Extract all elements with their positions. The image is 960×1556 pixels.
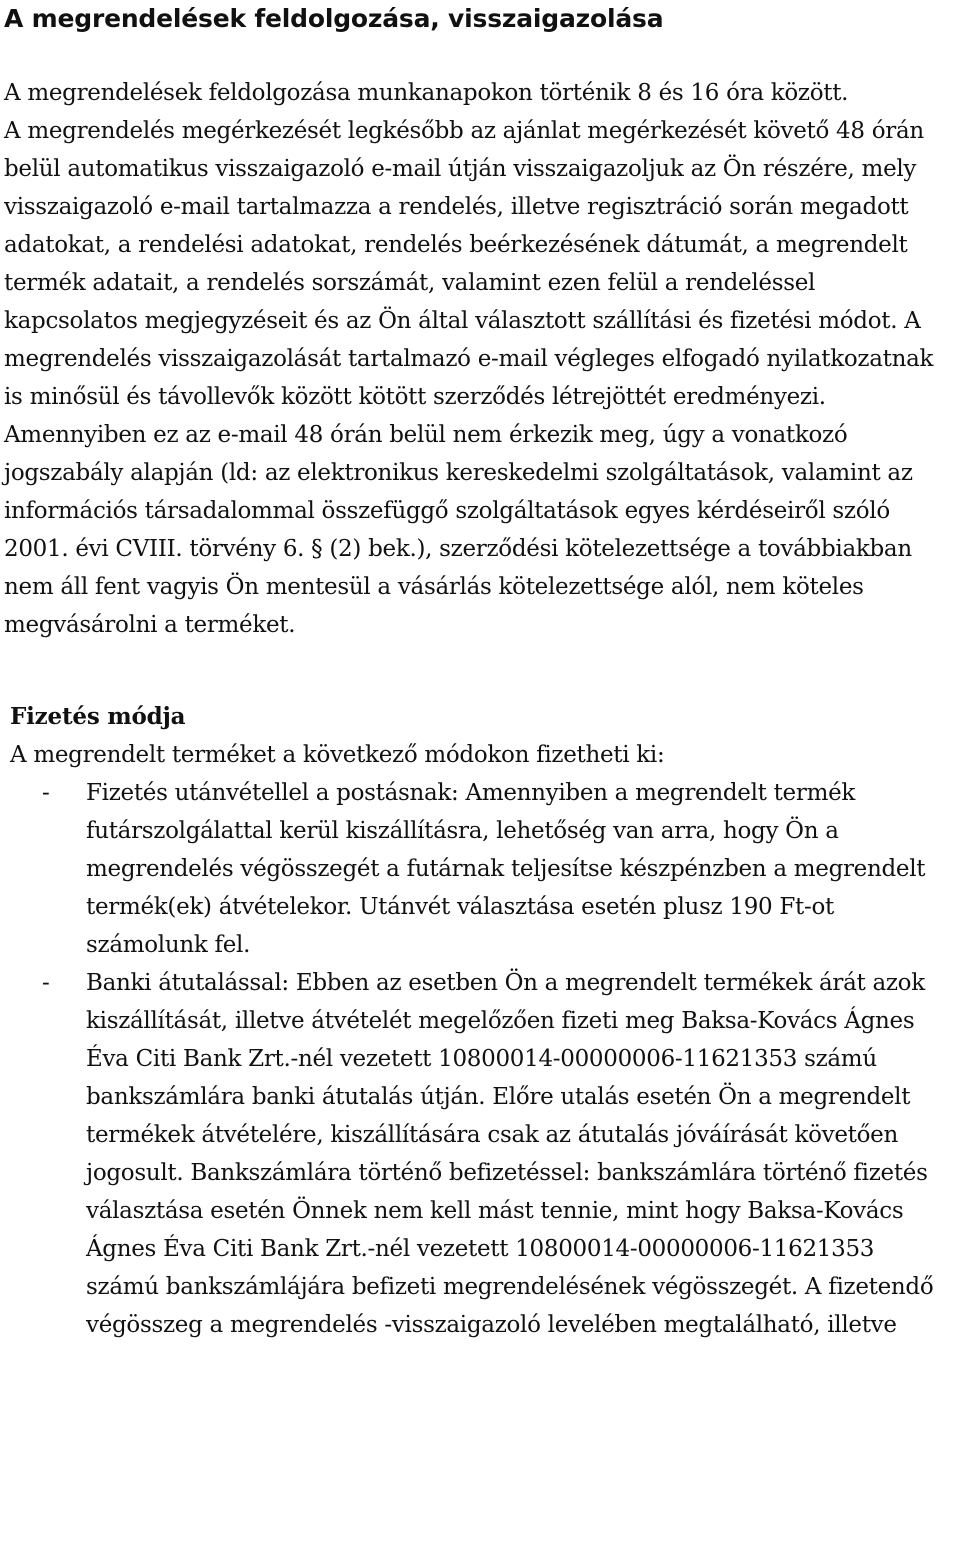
page-title: A megrendelések feldolgozása, visszaigazolása	[4, 4, 664, 33]
list-item-text: Banki átutalással: Ebben az esetben Ön a megrendelt termékek árát azok kiszállítását, illetve átvételét megelőzően fizeti meg Baksa-Kovács Ágnes Éva Citi Bank Zrt.-nél vezetett 10800014-00000006-11621353 számú bankszámlára banki átutalás útján. Előre utalás esetén Ön a megrendelt termékek átvételére, kiszállítására csak az átutalás jóváírását követően jogosult. Bankszámlára történő befizetéssel: bankszámlára történő fizetés választása esetén Önnek nem kell mást tennie, mint hogy Baksa-Kovács Ágnes Éva Citi Bank Zrt.-nél vezetett 10800014-00000006-11621353 számú bankszámlájára befizeti megrendelésének végösszegét. A fizetendő végösszeg a megrendelés -visszaigazoló levelében megtalálható, illetve	[86, 970, 934, 1338]
list-bullet: -	[42, 970, 50, 996]
confirmation-section	[4, 112, 952, 644]
missing-email-paragraph: Amennyiben ez az e-mail 48 órán belül nem érkezik meg, úgy a vonatkozó jogszabály alapján (ld: az elektronikus kereskedelmi szolgáltatások, valamint az információs társadalommal összefüggő szolgáltatások egyes kérdéseiről szóló 2001. évi CVIII. törvény 6. § (2) bek.), szerződési kötelezettsége a továbbiakban nem áll fent vagyis Ön mentesül a vásárlás kötelezettsége alól, nem köteles megvásárolni a terméket.	[4, 422, 913, 638]
payment-methods-list	[4, 774, 952, 1344]
list-item-bank-transfer	[4, 964, 952, 1344]
payment-intro: A megrendelt terméket a következő módokon fizetheti ki:	[10, 742, 665, 768]
list-item-text: Fizetés utánvétellel a postásnak: Amennyiben a megrendelt termék futárszolgálattal kerül kiszállításra, lehetőség van arra, hogy Ön a megrendelés végösszegét a futárnak teljesítse készpénzben a megrendelt termék(ek) átvételekor. Utánvét választása esetén plusz 190 Ft-ot számolunk fel.	[86, 780, 926, 958]
payment-heading: Fizetés módja	[10, 703, 186, 730]
intro-text: A megrendelések feldolgozása munkanapokon történik 8 és 16 óra között.	[4, 80, 849, 106]
list-bullet: -	[42, 780, 50, 806]
intro-paragraph	[4, 74, 952, 112]
confirmation-paragraph: A megrendelés megérkezését legkésőbb az ajánlat megérkezését követő 48 órán belül automatikus visszaigazoló e-mail útján visszaigazoljuk az Ön részére, mely visszaigazoló e-mail tartalmazza a rendelés, illetve regisztráció során megadott adatokat, a rendelési adatokat, rendelés beérkezésének dátumát, a megrendelt termék adatait, a rendelés sorszámát, valamint ezen felül a rendeléssel kapcsolatos megjegyzéseit és az Ön által választott szállítási és fizetési módot. A megrendelés visszaigazolását tartalmazó e-mail végleges elfogadó nyilatkozatnak is minősül és távollevők között kötött szerződés létrejöttét eredményezi.	[4, 118, 934, 410]
list-item-cash-on-delivery	[4, 774, 952, 964]
